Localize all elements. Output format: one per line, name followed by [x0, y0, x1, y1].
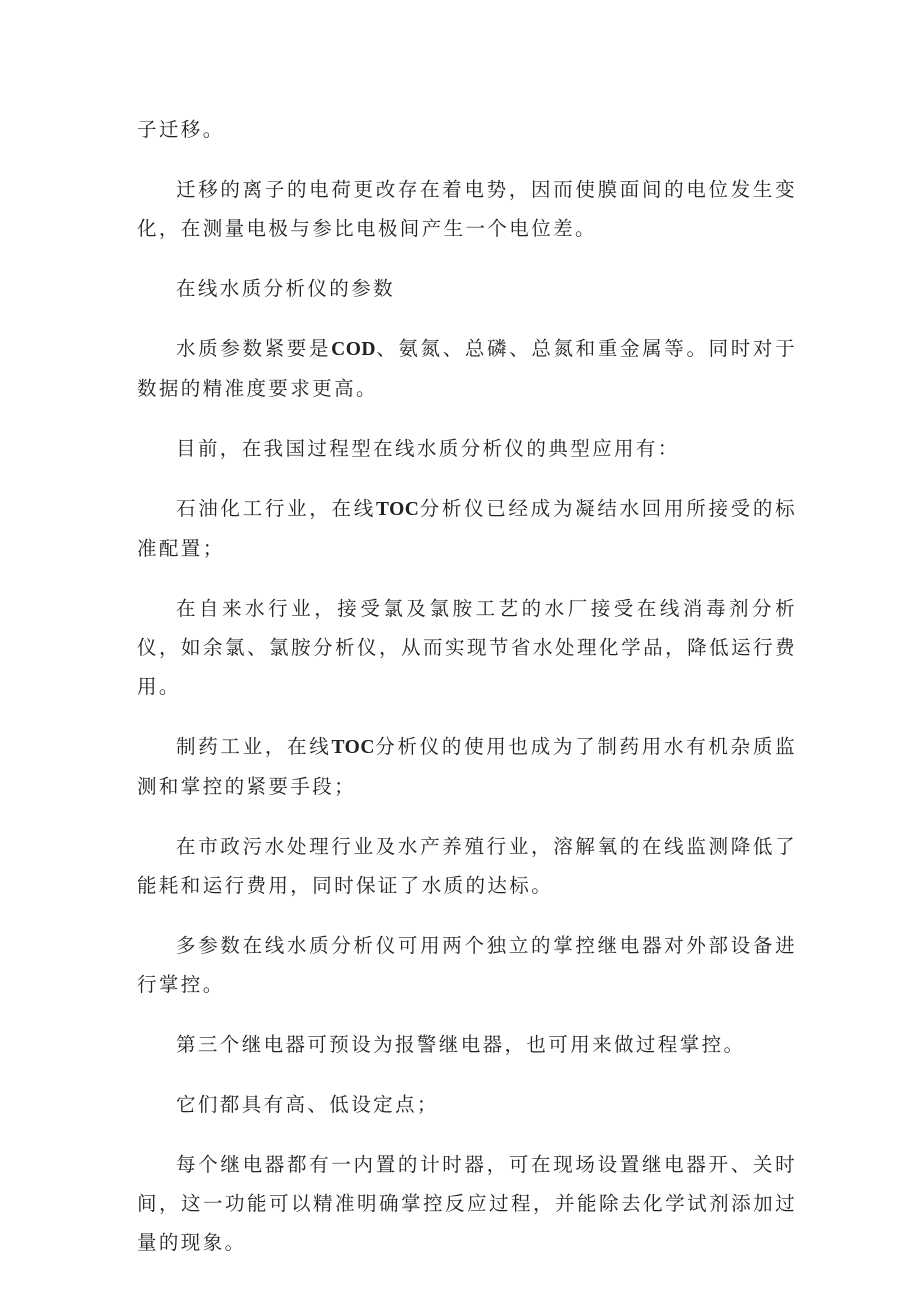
- paragraph-text: 分析仪已经成为凝结水回用所接受的标准配置；: [137, 497, 797, 560]
- paragraph-text: 水质参数紧要是: [176, 337, 332, 360]
- paragraph-pharmaceutical: [137, 727, 797, 806]
- term-cod: COD: [331, 339, 376, 360]
- paragraph-text: 石油化工行业，在线: [176, 497, 376, 520]
- paragraph-alarm-relay: 第三个继电器可预设为报警继电器，也可用来做过程掌控。: [176, 1033, 746, 1056]
- paragraph-relays: 多参数在线水质分析仪可用两个独立的掌控继电器对外部设备进行掌控。: [137, 934, 797, 996]
- paragraph-petrochemical: [137, 489, 797, 568]
- paragraph-municipal-sewage: 在市政污水处理行业及水产养殖行业，溶解氧的在线监测降低了能耗和运行费用，同时保证了水质的达标。: [137, 835, 797, 897]
- paragraph-text: 制药工业，在线: [176, 735, 332, 758]
- paragraph-text: 、氨氮、总磷、总氮和重金属等。同时对于数据的精准度要求更高。: [137, 337, 797, 400]
- term-toc: TOC: [375, 499, 420, 520]
- paragraph-ion-migration: 迁移的离子的电荷更改存在着电势，因而使膜面间的电位发生变化，在测量电极与参比电极间产生一个电位差。: [137, 178, 797, 240]
- paragraph-applications-intro: 目前，在我国过程型在线水质分析仪的典型应用有：: [176, 437, 680, 460]
- paragraph-setpoints: 它们都具有高、低设定点；: [176, 1093, 439, 1116]
- paragraph-tap-water: 在自来水行业，接受氯及氯胺工艺的水厂接受在线消毒剂分析仪，如余氯、氯胺分析仪，从而实现节省水处理化学品，降低运行费用。: [137, 597, 797, 698]
- paragraph-continuation: 子迁移。: [137, 118, 225, 141]
- paragraph-text: 分析仪的使用也成为了制药用水有机杂质监测和掌控的紧要手段；: [137, 735, 797, 798]
- section-heading: 在线水质分析仪的参数: [176, 277, 396, 300]
- paragraph-water-parameters: [137, 329, 797, 408]
- paragraph-timer: 每个继电器都有一内置的计时器，可在现场设置继电器开、关时间，这一功能可以精准明确掌控反应过程，并能除去化学试剂添加过量的现象。: [137, 1153, 797, 1254]
- document-body: [137, 110, 797, 1283]
- term-toc: TOC: [331, 737, 375, 758]
